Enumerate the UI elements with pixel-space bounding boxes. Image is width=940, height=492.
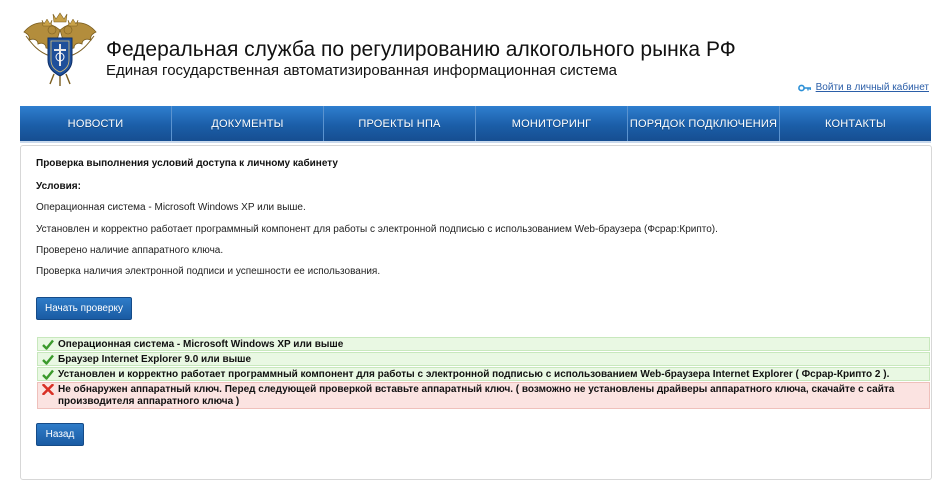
condition-hardware-key: Проверено наличие аппаратного ключа. <box>36 245 224 256</box>
login-link[interactable] <box>798 82 929 93</box>
result-text: Браузер Internet Explorer 9.0 или выше <box>58 354 252 365</box>
result-row-os <box>37 337 930 351</box>
error-cross-icon <box>42 384 54 395</box>
key-icon <box>798 84 812 92</box>
result-row-hardware-key <box>37 382 930 409</box>
start-check-button[interactable]: Начать проверку <box>36 297 132 320</box>
access-check-panel <box>20 145 932 480</box>
result-row-crypto <box>37 367 930 381</box>
check-icon <box>42 354 54 365</box>
coat-of-arms-emblem-icon <box>20 10 100 88</box>
check-icon <box>42 339 54 350</box>
main-nav <box>20 106 931 143</box>
result-text: Операционная система - Microsoft Windows XP или выше <box>58 339 344 350</box>
check-icon <box>42 369 54 380</box>
condition-signature: Проверка наличия электронной подписи и успешности ее использования. <box>36 266 381 277</box>
nav-item-monitoring[interactable]: МОНИТОРИНГ <box>476 106 628 141</box>
panel-title: Проверка выполнения условий доступа к личному кабинету <box>36 158 338 169</box>
condition-os: Операционная система - Microsoft Windows XP или выше. <box>36 202 306 213</box>
nav-item-news[interactable]: НОВОСТИ <box>20 106 172 141</box>
condition-crypto-component: Установлен и корректно работает программный компонент для работы с электронной подписью с использованием Web-браузера (Фсрар:Крипто). <box>36 224 718 235</box>
conditions-label: Условия: <box>36 181 81 192</box>
site-title: Федеральная служба по регулированию алкогольного рынка РФ <box>106 38 736 61</box>
site-header <box>0 0 940 104</box>
nav-item-contacts[interactable]: КОНТАКТЫ <box>825 117 886 130</box>
site-subtitle: Единая государственная автоматизированная информационная система <box>106 62 618 79</box>
result-text: Установлен и корректно работает программный компонент для работы с электронной подписью с использованием Web-браузера Internet Explorer ( Фсрар-Крипто 2 ). <box>58 369 890 380</box>
back-button[interactable]: Назад <box>36 423 84 446</box>
result-row-browser <box>37 352 930 366</box>
nav-item-documents[interactable]: ДОКУМЕНТЫ <box>172 106 324 141</box>
nav-item-draft-acts[interactable]: ПРОЕКТЫ НПА <box>324 106 476 141</box>
nav-item-connection-procedure[interactable]: ПОРЯДОК ПОДКЛЮЧЕНИЯ <box>628 106 780 141</box>
result-text: Не обнаружен аппаратный ключ. Перед следующей проверкой вставьте аппаратный ключ. ( возможно не установлены драйверы аппаратного ключа, скачайте с сайта производителя аппаратного ключа ) <box>58 384 895 407</box>
login-link-label[interactable]: Войти в личный кабинет <box>815 82 929 93</box>
